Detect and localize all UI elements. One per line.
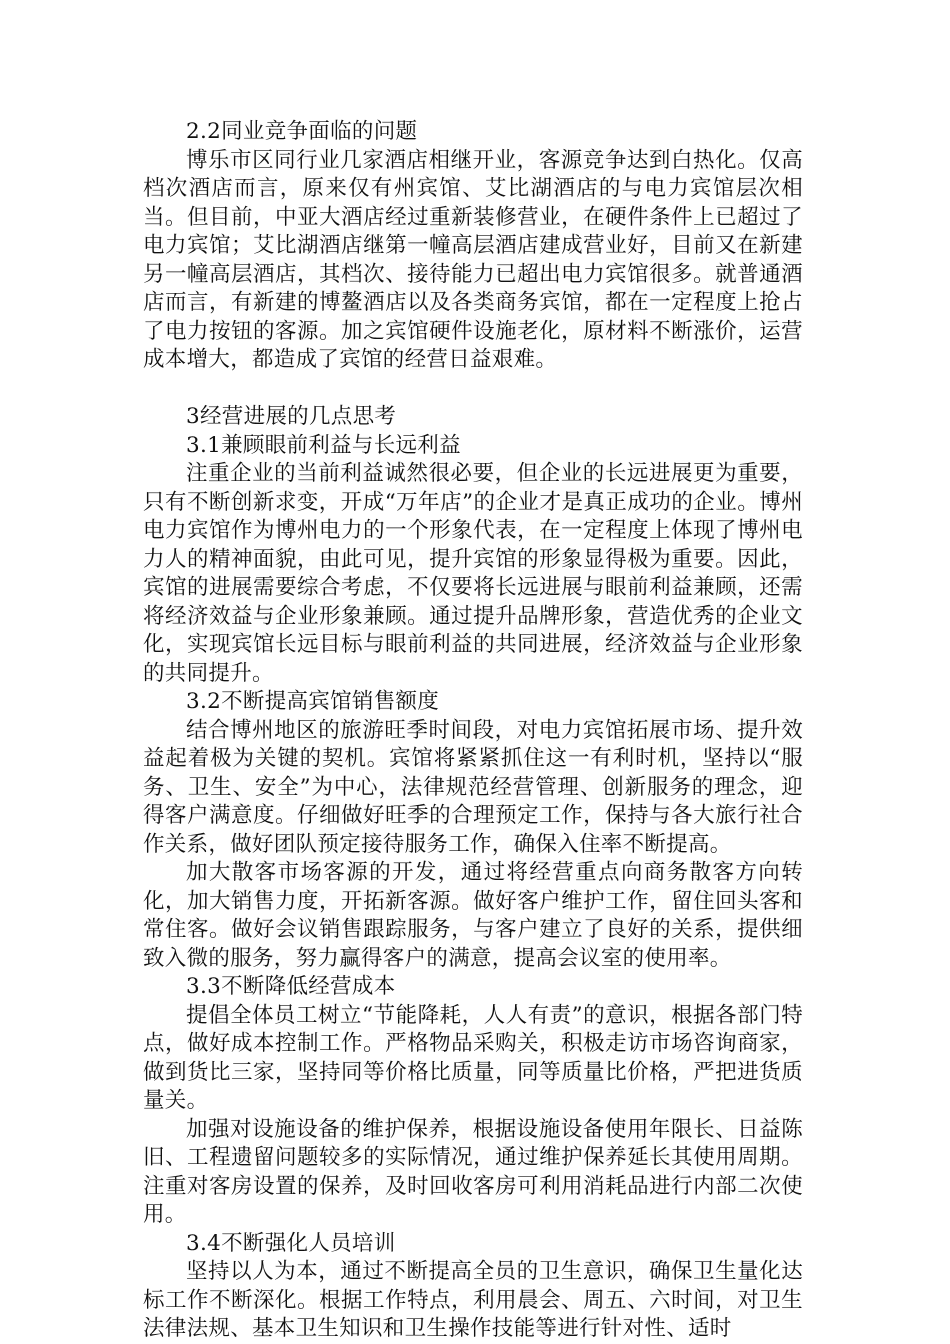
paragraph-spacer bbox=[143, 375, 803, 404]
section-heading-3-4: 3.4不断强化人员培训 bbox=[186, 1230, 396, 1256]
section-heading-3-1: 3.1兼顾眼前利益与长远利益 bbox=[186, 432, 461, 458]
paragraph: 加大散客市场客源的开发，通过将经营重点向商务散客方向转化，加大销售力度，开拓新客源。做好客户维护工作，留住回头客和常住客。做好会议销售跟踪服务，与客户建立了良好的关系，提供细致入微的服务，努力赢得客户的满意，提高会议室的使用率。 bbox=[143, 860, 803, 971]
paragraph: 坚持以人为本，通过不断提高全员的卫生意识，确保卫生量化达标工作不断深化。根据工作特点，利用晨会、周五、六时间，对卫生法律法规、基本卫生知识和卫生操作技能等进行针对性、适时 bbox=[143, 1259, 803, 1341]
section-heading-3-2: 3.2不断提高宾馆销售额度 bbox=[186, 689, 440, 714]
paragraph: 注重企业的当前利益诚然很必要，但企业的长远进展更为重要，只有不断创新求变，开成“万年店”的企业才是真正成功的企业。博州电力宾馆作为博州电力的一个形象代表，在一定程度上体现了博州电力人的精神面貌，由此可见，提升宾馆的形象显得极为重要。因此，宾馆的进展需要综合考虑，不仅要将长远进展与眼前利益兼顾，还需将经济效益与企业形象兼顾。通过提升品牌形象，营造优秀的企业文化，实现宾馆长远目标与眼前利益的共同进展，经济效益与企业形象的共同提升。 bbox=[143, 461, 803, 686]
paragraph: 结合博州地区的旅游旺季时间段，对电力宾馆拓展市场、提升效益起着极为关键的契机。宾馆将紧紧抓住这一有利时机，坚持以“服务、卫生、安全”为中心，法律规范经营管理、创新服务的理念，迎得客户满意度。仔细做好旺季的合理预定工作，保持与各大旅行社合作关系，做好团队预定接待服务工作，确保入住率不断提高。 bbox=[143, 717, 803, 857]
section-heading-3: 3经营进展的几点思考 bbox=[186, 404, 397, 429]
section-heading-2-2: 2.2同业竞争面临的问题 bbox=[186, 119, 418, 144]
document-body bbox=[143, 118, 803, 1344]
paragraph: 博乐市区同行业几家酒店相继开业，客源竞争达到白热化。仅高档次酒店而言，原来仅有州宾馆、艾比湖酒店的与电力宾馆层次相当。但目前，中亚大酒店经过重新装修营业，在硬件条件上已超过了电力宾馆；艾比湖酒店继第一幢高层酒店建成营业好，目前又在新建另一幢高层酒店，其档次、接待能力已超出电力宾馆很多。就普通酒店而言，有新建的博鳌酒店以及各类商务宾馆，都在一定程度上抢占了电力按钮的客源。加之宾馆硬件设施老化，原材料不断涨价，运营成本增大，都造成了宾馆的经营日益艰难。 bbox=[143, 147, 803, 372]
section-heading-3-3: 3.3不断降低经营成本 bbox=[186, 974, 396, 999]
paragraph: 加强对设施设备的维护保养，根据设施设备使用年限长、日益陈旧、工程遗留问题较多的实际情况，通过维护保养延长其使用周期。注重对客房设置的保养，及时回收客房可利用消耗品进行内部二次使用。 bbox=[143, 1116, 803, 1227]
paragraph: 提倡全体员工树立“节能降耗，人人有责”的意识，根据各部门特点，做好成本控制工作。严格物品采购关，积极走访市场咨询商家，做到货比三家，坚持同等价格比质量，同等质量比价格，严把进货质量关。 bbox=[143, 1002, 803, 1113]
